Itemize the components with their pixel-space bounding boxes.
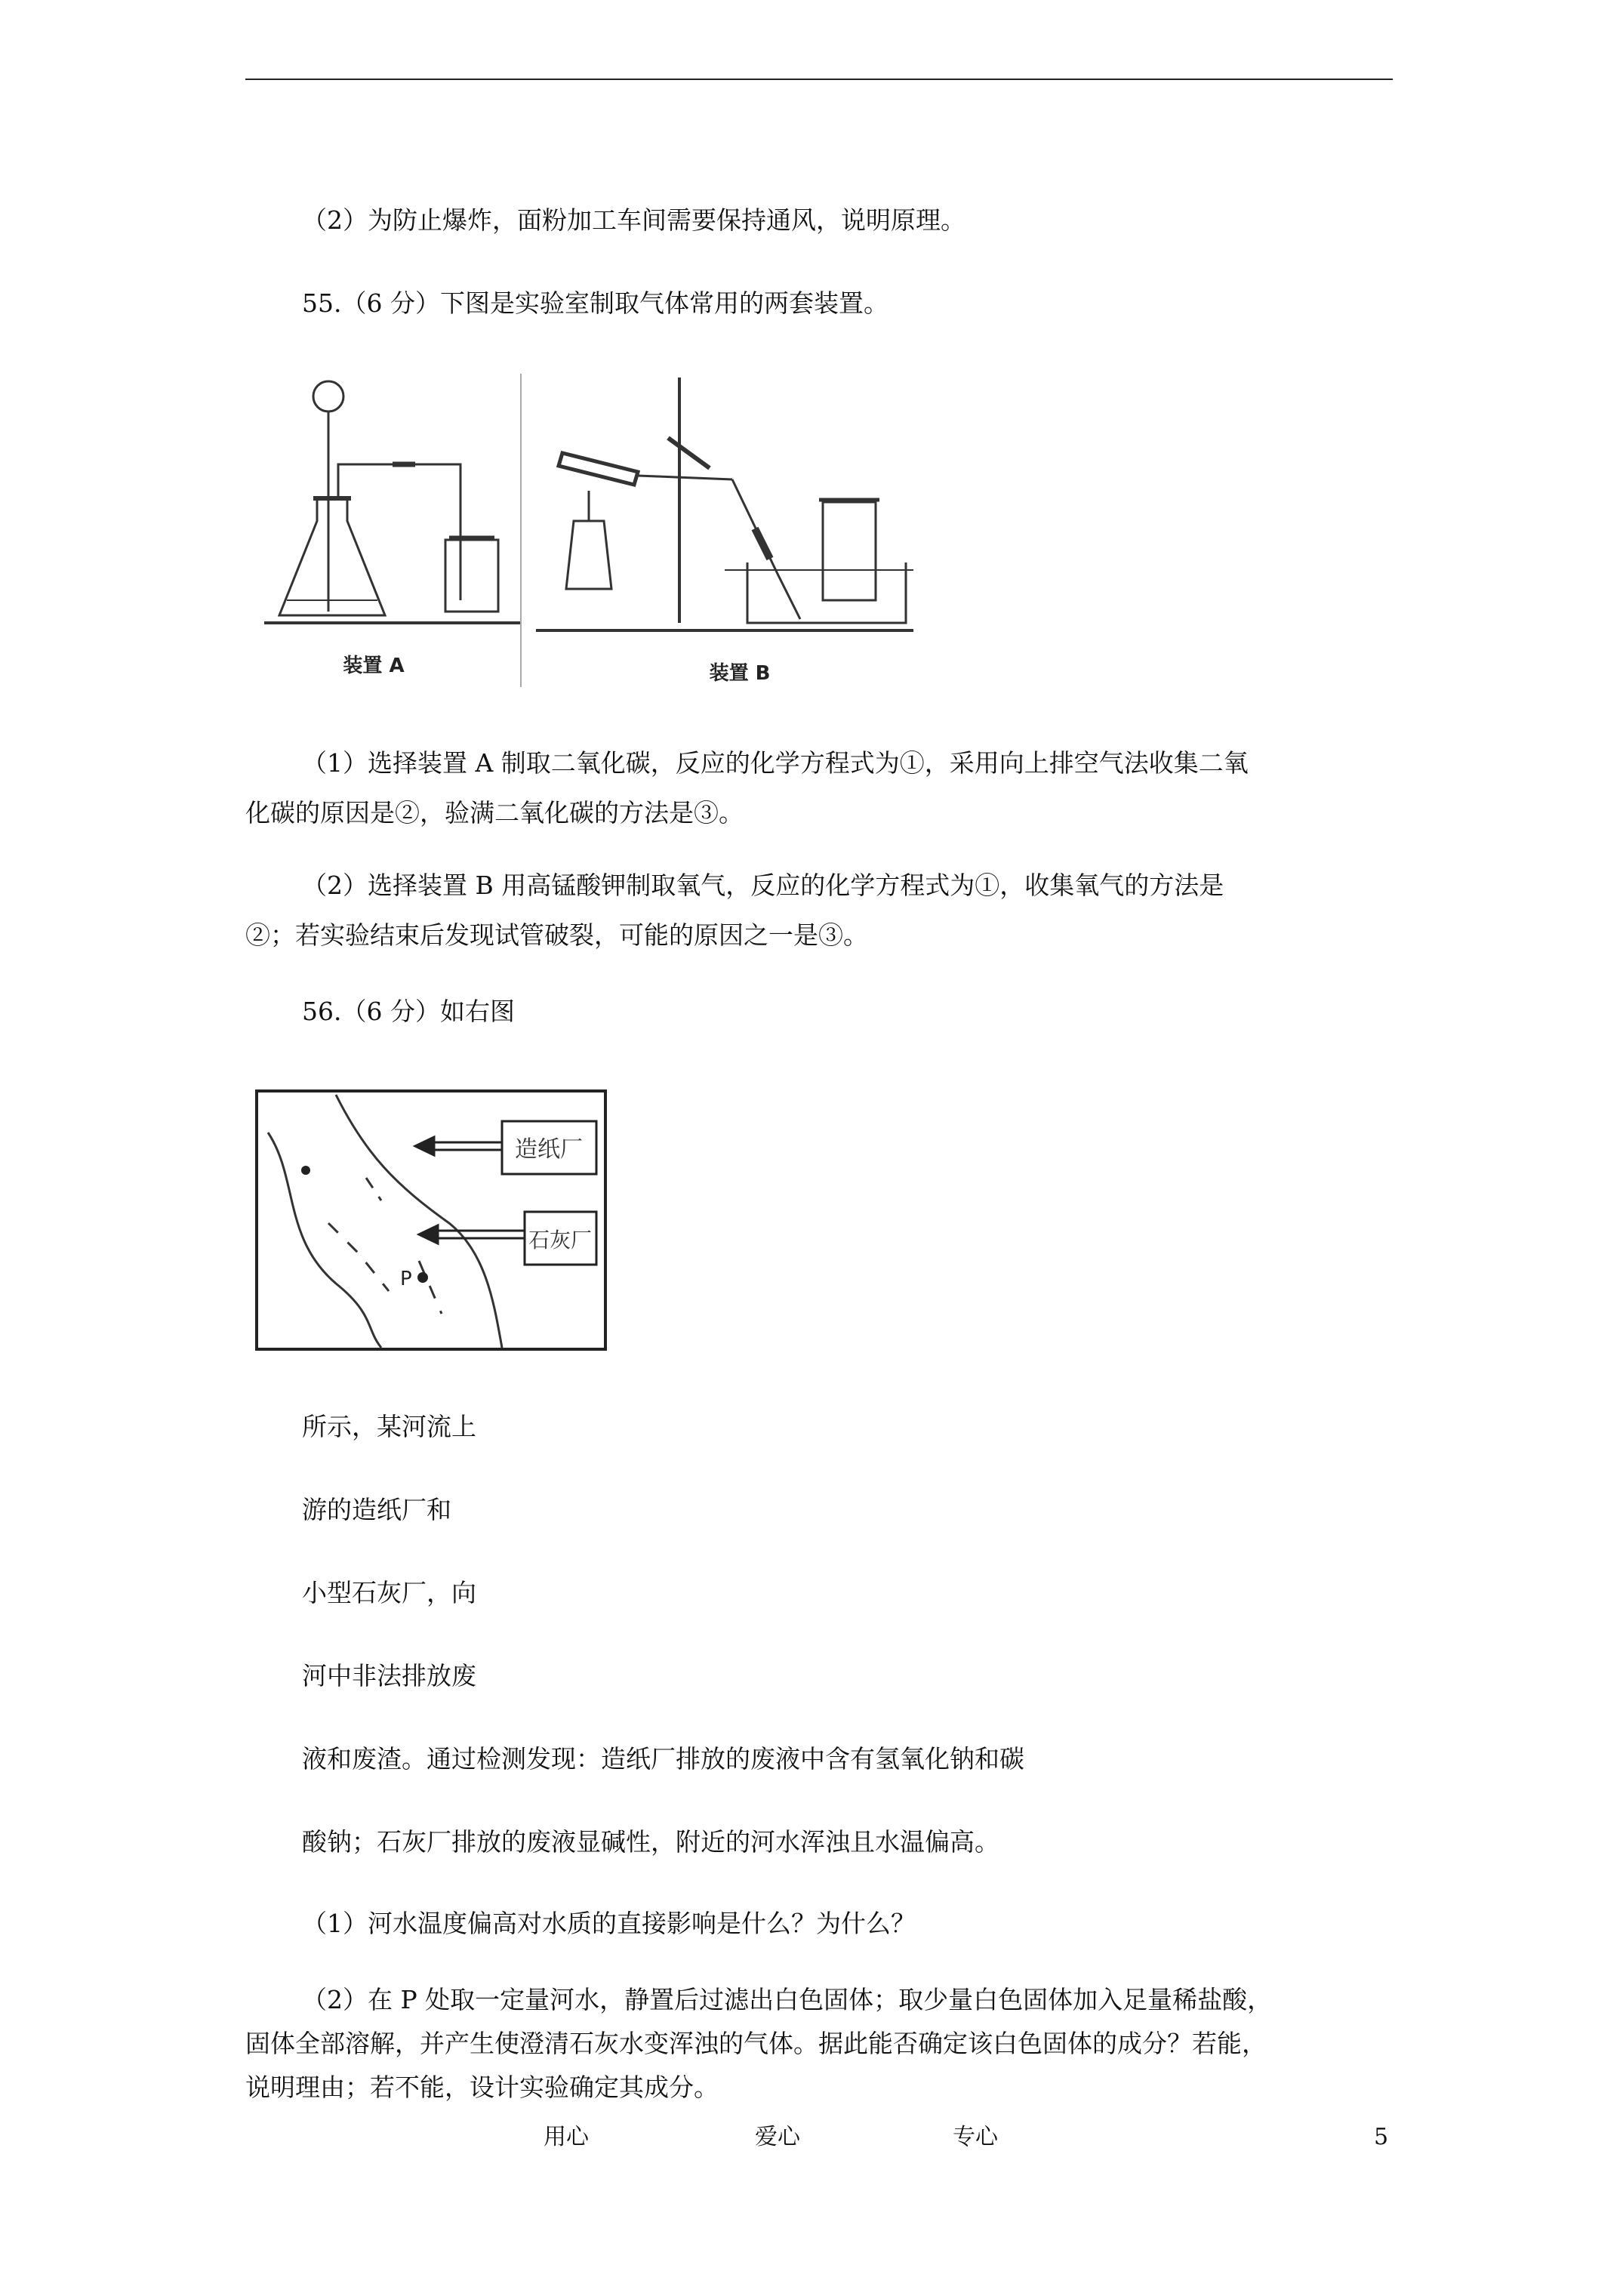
- q56-part1: （1）河水温度偏高对水质的直接影响是什么？为什么？: [302, 1909, 916, 1938]
- lime-plant-label: 石灰厂: [528, 1228, 593, 1253]
- q56-text-5: 液和废渣。通过检测发现：造纸厂排放的废液中含有氢氧化钠和碳: [302, 1744, 1024, 1774]
- q56-part2-line1: （2）在 P 处取一定量河水，静置后过滤出白色固体；取少量白色固体加入足量稀盐酸，: [302, 1985, 1273, 2014]
- header-rule: [245, 79, 1393, 80]
- river-marker: [301, 1166, 310, 1175]
- apparatus-a: [264, 374, 521, 687]
- q55-part1-line1: （1）选择装置 A 制取二氧化碳，反应的化学方程式为①，采用向上排空气法收集二氧: [302, 748, 1249, 778]
- q55-part2-line2: ②；若实验结束后发现试管破裂，可能的原因之一是③。: [245, 920, 868, 950]
- q55-heading: 55.（6 分）下图是实验室制取气体常用的两套装置。: [302, 288, 888, 318]
- q56-part2-line2: 固体全部溶解，并产生使澄清石灰水变浑浊的气体。据此能否确定该白色固体的成分？若能，: [245, 2029, 1267, 2058]
- q56-text-2: 游的造纸厂和: [302, 1495, 451, 1524]
- q56-part2-line3: 说明理由；若不能，设计实验确定其成分。: [245, 2073, 719, 2102]
- paper-mill-label: 造纸厂: [515, 1136, 583, 1163]
- q55-part2: [245, 861, 1393, 960]
- point-p-marker: [417, 1272, 428, 1283]
- q54-part2: （2）为防止爆炸，面粉加工车间需要保持通风，说明原理。: [302, 205, 965, 235]
- page-number: 5: [1374, 2124, 1389, 2150]
- q56-part2: [245, 1978, 1393, 2110]
- q55-part2-line1: （2）选择装置 B 用高锰酸钾制取氧气，反应的化学方程式为①，收集氧气的方法是: [302, 871, 1224, 900]
- river-figure: [253, 1087, 611, 1355]
- q56-text-1: 所示，某河流上: [302, 1412, 476, 1441]
- point-p-label: P: [400, 1268, 412, 1290]
- apparatus-a-label: 装置 A: [343, 655, 405, 677]
- q55-part1-line2: 化碳的原因是②，验满二氧化碳的方法是③。: [245, 798, 744, 827]
- q56-heading: 56.（6 分）如右图: [302, 997, 515, 1026]
- apparatus-figure: [257, 370, 921, 695]
- footer-text-2: 爱心: [755, 2124, 800, 2150]
- q56-text-3: 小型石灰厂，向: [302, 1578, 476, 1607]
- footer-text-1: 用心: [544, 2124, 589, 2150]
- q56-text-4: 河中非法排放废: [302, 1661, 476, 1690]
- footer-text-3: 专心: [953, 2124, 998, 2150]
- apparatus-b-label: 装置 B: [709, 662, 771, 685]
- q56-text-6: 酸钠；石灰厂排放的废液显碱性，附近的河水浑浊且水温偏高。: [302, 1827, 999, 1857]
- q55-part1: [245, 738, 1393, 838]
- apparatus-b: [536, 378, 913, 630]
